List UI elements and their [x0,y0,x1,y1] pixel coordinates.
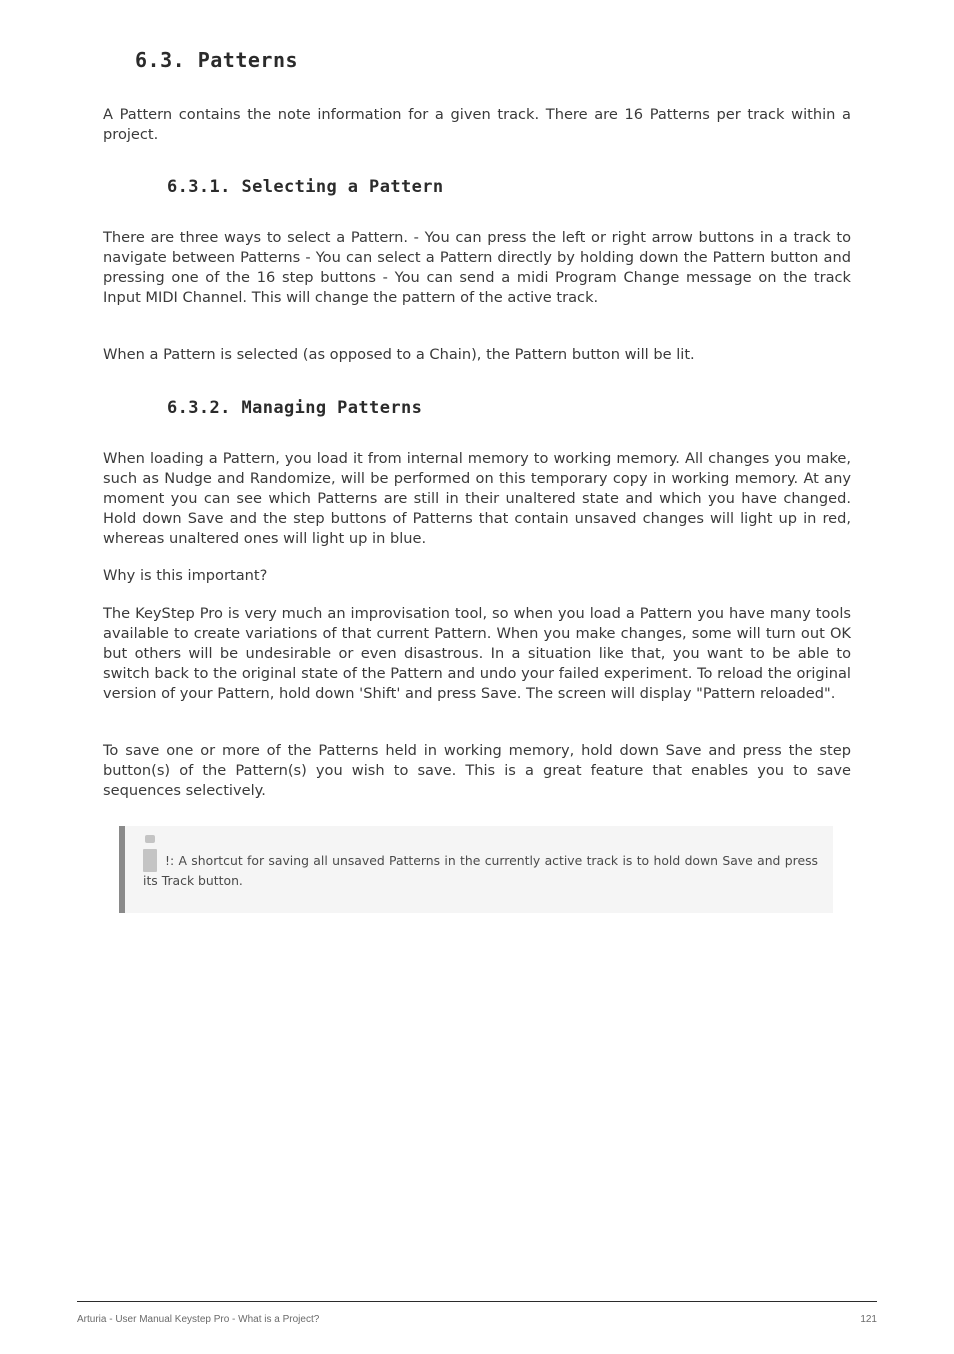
footer-divider [77,1301,877,1302]
info-note-text: !: A shortcut for saving all unsaved Patterns in the currently active track is to hold down Save and press its Track button. [143,853,818,888]
info-note-box [119,826,833,913]
managing-paragraph-4: To save one or more of the Patterns held in working memory, hold down Save and press the step button(s) of the Pattern(s) you wish to save. This is a great feature that enables you to save sequences selectively. [103,742,851,799]
managing-paragraph-1: When loading a Pattern, you load it from internal memory to working memory. All changes you make, such as Nudge and Randomize, will be performed on this temporary copy in working memory. At any moment you can see which Patterns are still in their unaltered state and which you have changed. Hold down Save and the step buttons of Patterns that contain unsaved changes will light up in red, whereas unaltered ones will light up in blue. [103,450,851,547]
footer-page-number: 121 [860,1314,877,1325]
section-title: 6.3. Patterns [135,48,299,72]
section-intro-paragraph: A Pattern contains the note information for a given track. There are 16 Patterns per track within a project. [103,106,851,143]
selecting-paragraph-2: When a Pattern is selected (as opposed to a Chain), the Pattern button will be lit. [103,346,695,363]
managing-paragraph-3: The KeyStep Pro is very much an improvisation tool, so when you load a Pattern you have many tools available to create variations of that current Pattern. When you make changes, some will turn out OK but others will be undesirable or even disastrous. In a situation like that, you want to be able to switch back to the original state of the Pattern and undo your failed experiment. To reload the original version of your Pattern, hold down 'Shift' and press Save. The screen will display "Pattern reloaded". [103,605,851,702]
managing-paragraph-2: Why is this important? [103,567,268,584]
subsection-title-managing: 6.3.2. Managing Patterns [167,398,423,418]
selecting-paragraph-1: There are three ways to select a Pattern. - You can press the left or right arrow buttons in a track to navigate between Patterns - You can select a Pattern directly by holding down the Pattern button and pressing one of the 16 step buttons - You can send a midi Program Change message on the track Input MIDI Channel. This will change the pattern of the active track. [103,229,851,306]
footer-title: Arturia - User Manual Keystep Pro - What is a Project? [77,1314,320,1325]
subsection-title-selecting: 6.3.1. Selecting a Pattern [167,177,444,197]
